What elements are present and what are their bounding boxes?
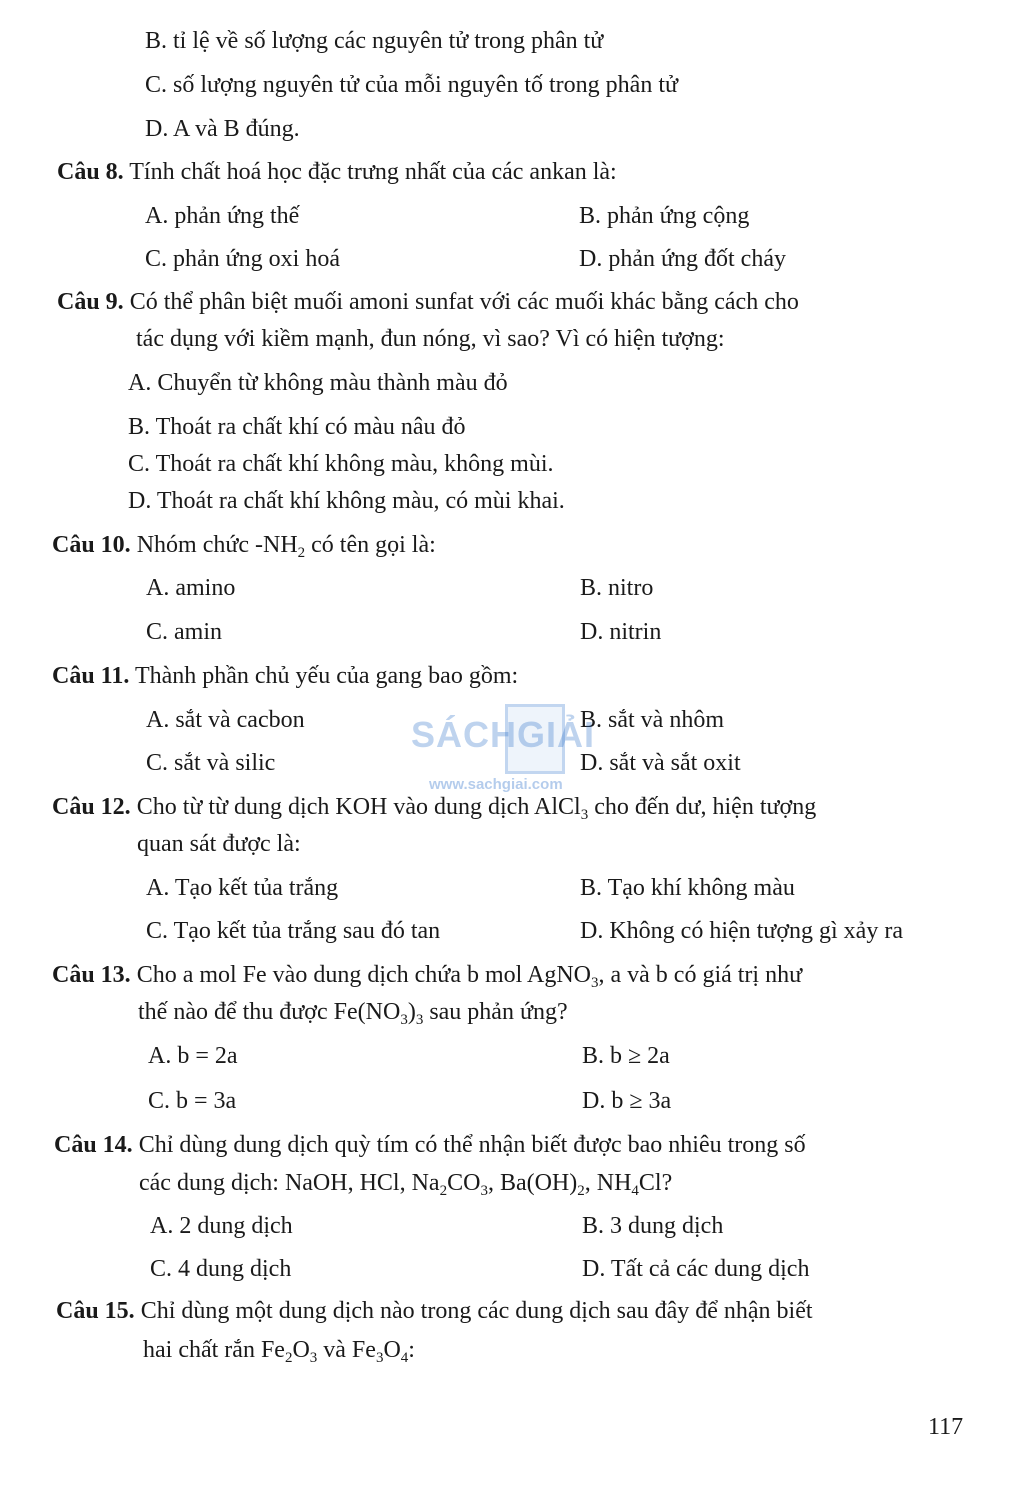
- question-14: [54, 1130, 806, 1160]
- option-a: A. 2 dung dịch: [150, 1213, 293, 1239]
- option-b: B. b ≥ 2a: [582, 1043, 670, 1069]
- option-a: A. b = 2a: [148, 1043, 238, 1069]
- option-d: D. phản ứng đốt cháy: [579, 246, 786, 272]
- question-13: [52, 960, 802, 990]
- option-d: D. Tất cả các dung dịch: [582, 1256, 810, 1282]
- question-11: [52, 661, 518, 691]
- question-text: Nhóm chức $-NH_2$ có tên gọi là:: [136, 532, 436, 561]
- option-d: D. Không có hiện tượng gì xảy ra: [580, 918, 903, 944]
- question-10: [52, 530, 436, 560]
- question-label: Câu 9.: [57, 289, 124, 315]
- question-text: Tính chất hoá học đặc trưng nhất của các ankan là:: [129, 159, 617, 185]
- question-label: Câu 12.: [52, 794, 131, 820]
- option-b: B. sắt và nhôm: [580, 707, 724, 733]
- question-text: Cho a mol Fe vào dung dịch chứa b mol AgNO$_3$, a và b có giá trị như: [136, 962, 803, 991]
- option-b: B. 3 dung dịch: [582, 1213, 724, 1239]
- option-c: C. phản ứng oxi hoá: [145, 246, 340, 272]
- question-12: [52, 792, 816, 822]
- question-label: Câu 11.: [52, 663, 130, 689]
- option-a: A. Tạo kết tủa trắng: [146, 875, 339, 901]
- watermark-brand: SÁCHGIẢI: [411, 714, 596, 755]
- option-d: D. Thoát ra chất khí không màu, có mùi khai.: [128, 488, 565, 514]
- watermark-url: www.sachgiai.com: [429, 776, 563, 793]
- option-a: A. sắt và cacbon: [146, 707, 305, 733]
- option-c: C. b = 3a: [148, 1088, 237, 1114]
- question-text: Cho từ từ dung dịch KOH vào dung dịch AlCl$_3$ cho đến dư, hiện tượng: [136, 794, 817, 823]
- option-d: D. sắt và sắt oxit: [580, 750, 741, 776]
- question-15: [56, 1296, 813, 1326]
- question-label: Câu 10.: [52, 532, 131, 558]
- option-c: C. số lượng nguyên tử của mỗi nguyên tố trong phân tử: [145, 72, 678, 98]
- question-text-continued: các dung dịch: NaOH, HCl, $Na_2CO_3$, $Ba(OH)_2$, $NH_4Cl$?: [139, 1170, 673, 1199]
- question-9: [57, 287, 799, 317]
- option-c: C. Tạo kết tủa trắng sau đó tan: [146, 918, 441, 944]
- option-d: D. A và B đúng.: [145, 116, 300, 142]
- option-b: B. nitro: [580, 575, 654, 601]
- question-label: Câu 14.: [54, 1132, 133, 1158]
- option-d: D. b ≥ 3a: [582, 1088, 672, 1114]
- question-label: Câu 8.: [57, 159, 124, 185]
- question-text-continued: tác dụng với kiềm mạnh, đun nóng, vì sao? Vì có hiện tượng:: [136, 326, 725, 352]
- question-text: Có thể phân biệt muối amoni sunfat với các muối khác bằng cách cho: [129, 289, 799, 315]
- option-a: A. amino: [146, 575, 236, 601]
- watermark-logo: [405, 700, 620, 800]
- question-label: Câu 15.: [56, 1298, 135, 1324]
- option-d: D. nitrin: [580, 619, 662, 645]
- option-c: C. sắt và silic: [146, 750, 276, 776]
- question-text: Chỉ dùng một dung dịch nào trong các dung dịch sau đây để nhận biết: [140, 1298, 813, 1324]
- option-c: C. amin: [146, 619, 222, 645]
- option-a: A. Chuyển từ không màu thành màu đỏ: [128, 370, 508, 396]
- question-text-continued: thế nào để thu được $Fe(NO_3)_3$ sau phản ứng?: [138, 999, 568, 1028]
- page-number: 117: [928, 1414, 964, 1440]
- option-c: C. Thoát ra chất khí không màu, không mùi.: [128, 451, 554, 477]
- option-a: A. phản ứng thế: [145, 203, 300, 229]
- question-text-continued: hai chất rắn $Fe_2O_3$ và $Fe_3O_4$:: [143, 1337, 415, 1366]
- option-b: B. tỉ lệ về số lượng các nguyên tử trong phân tử: [145, 28, 604, 54]
- question-text: Thành phần chủ yếu của gang bao gồm:: [134, 663, 519, 689]
- option-b: B. Tạo khí không màu: [580, 875, 795, 901]
- option-b: B. Thoát ra chất khí có màu nâu đỏ: [128, 414, 466, 440]
- option-b: B. phản ứng cộng: [579, 203, 750, 229]
- question-text: Chỉ dùng dung dịch quỳ tím có thể nhận biết được bao nhiêu trong số: [138, 1132, 806, 1158]
- question-text-continued: quan sát được là:: [137, 831, 301, 857]
- question-label: Câu 13.: [52, 962, 131, 988]
- option-c: C. 4 dung dịch: [150, 1256, 292, 1282]
- question-8: [57, 157, 617, 187]
